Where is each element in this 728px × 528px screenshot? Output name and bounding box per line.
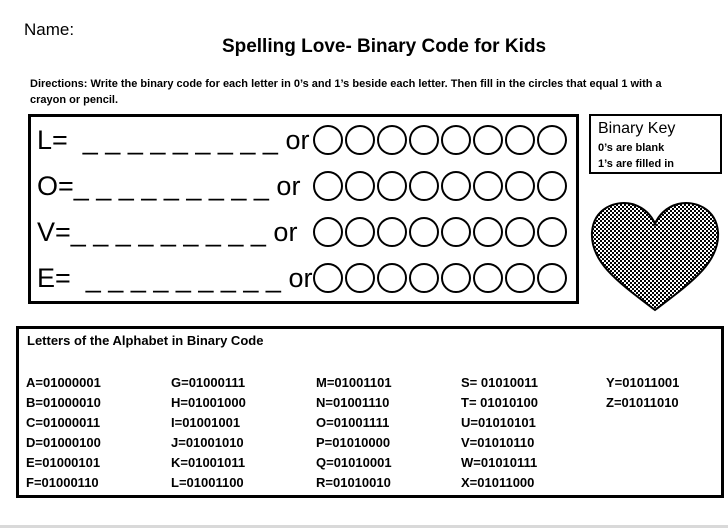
letter-worksheet-box [28,114,579,304]
bit-circle[interactable] [377,125,407,155]
name-label: Name: [24,20,75,39]
alphabet-column [606,373,679,413]
binary-key-box [589,114,722,174]
bit-circle[interactable] [537,263,567,293]
bit-circle[interactable] [345,125,375,155]
bit-circle[interactable] [505,171,535,201]
alphabet-code-entry: X=01011000 [461,475,535,490]
bit-circle[interactable] [377,263,407,293]
bit-circle[interactable] [345,263,375,293]
alphabet-code-entry: T= 01010100 [461,395,538,410]
page-title: Spelling Love- Binary Code for Kids [221,36,547,57]
letter-row-v [31,211,576,257]
alphabet-code-entry: W=01010111 [461,455,538,470]
alphabet-code-entry: F=01000110 [26,475,99,490]
bit-circle[interactable] [441,217,471,247]
letter-row-label: O=_ _ _ _ _ _ _ _ _ or [37,171,301,201]
binary-key-blank-text: 0’s are blank [598,142,665,154]
bit-circle[interactable] [505,217,535,247]
circle-group [313,263,567,293]
bit-circle[interactable] [377,217,407,247]
bit-circle[interactable] [473,263,503,293]
alphabet-code-entry: B=01000010 [26,395,101,410]
binary-key-title: Binary Key [598,120,676,137]
bit-circle[interactable] [537,125,567,155]
letter-row-label: V=_ _ _ _ _ _ _ _ _ or [37,217,298,247]
directions-text: Directions: Write the binary code for each letter in 0’s and 1’s beside each letter. Then fill in the circles that equal 1 with a crayon or pencil. [30,78,662,106]
bit-circle[interactable] [441,125,471,155]
alphabet-code-entry: N=01001110 [316,395,390,410]
bit-circle[interactable] [313,171,343,201]
bit-circle[interactable] [409,263,439,293]
alphabet-code-entry: C=01000011 [26,415,101,430]
binary-key-filled-text: 1’s are filled in [598,158,675,170]
alphabet-column [171,373,246,493]
bit-circle[interactable] [409,171,439,201]
bit-circle[interactable] [313,263,343,293]
alphabet-code-entry: Y=01011001 [606,375,680,390]
alphabet-code-entry: A=01000001 [26,375,101,390]
bit-circle[interactable] [345,171,375,201]
bit-circle[interactable] [473,171,503,201]
bit-circle[interactable] [409,217,439,247]
alphabet-code-entry: M=01001101 [316,375,392,390]
bit-circle[interactable] [473,125,503,155]
bit-circle[interactable] [505,263,535,293]
circle-group [313,125,567,155]
alphabet-code-entry: V=01010110 [461,435,535,450]
bit-circle[interactable] [313,217,343,247]
alphabet-code-entry: G=01000111 [171,375,246,390]
letter-row-label: L= _ _ _ _ _ _ _ _ _ or [37,125,310,155]
alphabet-code-entry: L=01001100 [171,475,244,490]
alphabet-code-entry: R=01010010 [316,475,391,490]
bit-circle[interactable] [345,217,375,247]
alphabet-column [26,373,101,493]
alphabet-code-entry: P=01010000 [316,435,391,450]
bit-circle[interactable] [473,217,503,247]
alphabet-code-entry: H=01001000 [171,395,246,410]
alphabet-code-entry: O=01001111 [316,415,390,430]
circle-group [313,171,567,201]
bit-circle[interactable] [377,171,407,201]
letter-row-o [31,165,576,211]
alphabet-code-box [16,326,724,498]
alphabet-column [316,373,392,493]
bit-circle[interactable] [505,125,535,155]
checkered-heart-icon [588,196,722,314]
alphabet-column [461,373,538,493]
bit-circle[interactable] [409,125,439,155]
alphabet-code-title: Letters of the Alphabet in Binary Code [27,333,264,348]
bit-circle[interactable] [537,217,567,247]
alphabet-code-entry: S= 01010011 [461,375,538,390]
bit-circle[interactable] [313,125,343,155]
alphabet-code-entry: J=01001010 [171,435,244,450]
alphabet-code-entry: I=01001001 [171,415,241,430]
alphabet-code-entry: K=01001011 [171,455,246,470]
letter-row-l [31,119,576,165]
alphabet-code-entry: E=01000101 [26,455,101,470]
letter-row-label: E= _ _ _ _ _ _ _ _ _ or [37,263,313,293]
bit-circle[interactable] [441,263,471,293]
bit-circle[interactable] [441,171,471,201]
letter-row-e [31,257,576,303]
circle-group [313,217,567,247]
alphabet-code-entry: Z=01011010 [606,395,679,410]
alphabet-code-entry: U=01010101 [461,415,536,430]
bit-circle[interactable] [537,171,567,201]
alphabet-code-entry: Q=01010001 [316,455,392,470]
alphabet-code-entry: D=01000100 [26,435,101,450]
